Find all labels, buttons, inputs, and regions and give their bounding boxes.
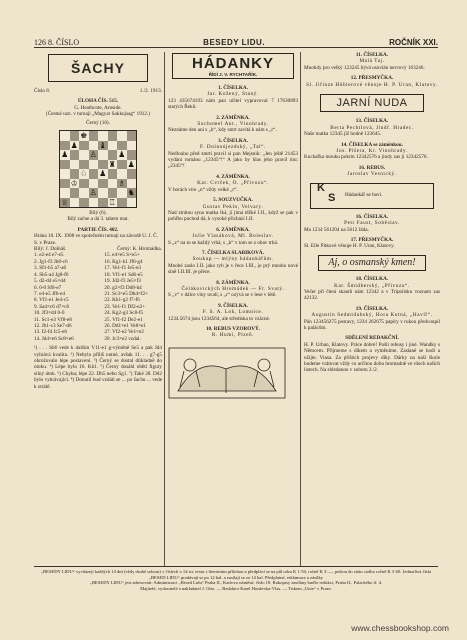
game-move: 1. e2-e4 e7-e5 bbox=[34, 252, 64, 259]
game-move: 23. Ve1-f1 Df2-e2+ bbox=[104, 303, 146, 310]
chess-title: ŠACHY bbox=[48, 54, 148, 82]
board-square: ♟ bbox=[61, 150, 69, 160]
game-move: 15. e4×e5 S×e5+ bbox=[104, 252, 140, 259]
riddles-header bbox=[172, 53, 294, 79]
board-square: ♙ bbox=[89, 150, 97, 160]
riddle-item bbox=[304, 118, 440, 137]
riddle-author: R. Humi, Plzeň. bbox=[211, 332, 255, 339]
game-move: 24. Kg2-g3 Sc8-f5 bbox=[104, 310, 144, 317]
rebus-illustration bbox=[168, 347, 286, 399]
game-move: 5. d2-d4 e5×d4 bbox=[34, 278, 66, 285]
game-move: 26. Dd1×e1 Ve8×e1 bbox=[104, 322, 147, 329]
riddle-text: 123 435674193 nám pan učitel vypravoval 7 17630893 starých Řeků. bbox=[168, 97, 298, 111]
riddle-author: Soukup — mlýny hádankářům. bbox=[192, 256, 274, 263]
footer-line-2: „BESEDY LIDU“ jest adresovati: Administraci „Besed Lidu“ Praha II., Karlovo náměstí, číslo 18. Rukopisy zasílány buďte redakci, Praha II., Palackého tř. 4. bbox=[89, 580, 383, 586]
running-header bbox=[34, 33, 438, 48]
riddle-number: 1. ČÍSELKA. bbox=[218, 85, 248, 91]
board-square bbox=[60, 188, 70, 198]
board-square: ♟ bbox=[70, 140, 78, 150]
board-square: ♜ bbox=[108, 159, 116, 169]
riddle-author: Augustin Sedmidubský, Hora Kutná, „Havíř“. bbox=[311, 312, 433, 319]
riddle-number: 16. REBUS. bbox=[358, 164, 386, 171]
board-square bbox=[98, 179, 108, 189]
game-move: 13. f2-f4 Jc5-e6 bbox=[34, 329, 67, 336]
riddle-number: 3. ČÍSELKA. bbox=[218, 137, 248, 144]
riddle-text: S „v“ v dálce vlny uvalí, s „r“ ozývá se v lese v létě. bbox=[168, 292, 277, 299]
board-square bbox=[108, 131, 118, 141]
riddle-item bbox=[304, 276, 440, 302]
game-intro: Hrána 10. IX. 1908 ve společném turnaji na závodě U. J. Č. S. v Praze. bbox=[34, 233, 158, 246]
riddle-text: Neznáme den ani s „h“, kdy smrt zavítá k nám s „r“. bbox=[168, 127, 277, 134]
board-square bbox=[108, 169, 118, 179]
game-move: 6. 0-0 Sf8-e7 bbox=[34, 284, 62, 291]
game-move: 11. Sc1-e3 Vf8-e8 bbox=[34, 316, 72, 323]
game-move: 10. Jf3×d4 0-0 bbox=[34, 310, 65, 317]
game-notes: ¹) . . . Sb6 vede k dalším V11-e1 g-výměně Se5 a pak Jd4 vyhrává kvalitu. ²) Nebylo příliš nutné, avšak 11. . . g7-g5 ohrožovalo lépe postavení. ³) Černý se dostal důkladně do útoku. ⁴) Lépe bylo 16. Kh1. ⁵) Černý dosáhl obětí figury silný útok. ⁶) Chyba; lépe 22. Dh5 nebo Sg1. ⁷) Také 28. Dd2 bylo vyhrávající. ⁸) Donutil bud vzdáti se ... po šachu ... vede k ztrátě. bbox=[34, 345, 162, 390]
board-square: ♘ bbox=[80, 169, 88, 179]
riddle-author: Jaroslav Vesnický. bbox=[347, 171, 397, 178]
riddle-author: Čelákovických Hromádek — Fr. Svatý. bbox=[181, 285, 285, 292]
board-square bbox=[89, 160, 99, 170]
board-square bbox=[98, 160, 108, 170]
board-square bbox=[70, 160, 80, 170]
riddle-text: Nedlouho před smrtí pravil si pan Mejsnik: „Jen ještě 21453 vydání románu „12345“!“ A jako by hlas jeho pravil mu: „2345“! bbox=[168, 150, 298, 170]
riddle-text: S „z“ na to se každý vrhá, s „h“ v tom se z obav trhá. bbox=[168, 239, 279, 246]
board-square bbox=[89, 198, 99, 208]
riddle-item bbox=[304, 306, 440, 332]
board-square bbox=[117, 188, 127, 198]
board-square bbox=[89, 179, 99, 189]
riddles-editor: ŘÍDÍ J. V. RYCHTAŘÍK. bbox=[208, 72, 258, 77]
game-move: 7. e4-e5 Jf6-e4 bbox=[34, 290, 65, 297]
white-label: Bílý (6). bbox=[89, 210, 107, 217]
riddle-text: Pán 123456275 postavy, 1234 262675 papíry v rukou předcoupil k palácům. bbox=[304, 318, 440, 331]
black-player: Černý: K. Hromádka. bbox=[117, 246, 162, 253]
column-rule bbox=[300, 52, 301, 566]
riddle-number: 12. PŘESMYČKA. bbox=[350, 75, 394, 82]
riddle-number: 11. ČÍSELKA. bbox=[355, 52, 389, 58]
riddle-number: 17. PŘESMYČKA. bbox=[350, 236, 394, 243]
game-move: 22. Kh1-g2 f7-f6 bbox=[104, 297, 140, 304]
riddle-item bbox=[168, 115, 298, 134]
board-square: ♔ bbox=[70, 178, 78, 188]
game-move: 18. Vf1-e1 Sd6-e5 bbox=[104, 271, 143, 278]
game-move: 12. Jb1-c3 Se7-d6 bbox=[34, 322, 72, 329]
game-move: 8. Vf1-e1 Je4-c5 bbox=[34, 297, 69, 304]
riddle-item bbox=[168, 303, 298, 322]
riddle-text: Mnohé zaslo I.II. jako ryb je v řece I.III., je prý mnoho nové síně I.II.III. je přece. bbox=[168, 262, 298, 276]
riddle-text: Nad ztrátou syna matka lká, ji jimá těžké I.II., když se pak v pohřbu pochod dá, k vysoké přichází I.II. bbox=[168, 209, 298, 223]
game-moves bbox=[34, 252, 162, 342]
riddle-number: 4. ZÁMĚNKA. bbox=[216, 173, 250, 180]
riddle-text: Naše matka 12345 již hodně 123645. bbox=[304, 131, 382, 138]
riddle-item bbox=[304, 237, 440, 250]
game-move: 27. Vf2-e2 Ve1×e2 bbox=[104, 329, 144, 336]
riddle-text: 1234.5674 jsou 1234564, ale střediska to vzácné. bbox=[168, 315, 271, 322]
game-move: 25. Vf1-f2 De2-e1 bbox=[104, 316, 143, 323]
riddle-item bbox=[168, 280, 298, 299]
game-move: 20. g2×f3 Dd8-h4 bbox=[104, 284, 142, 291]
board-square: ♕ bbox=[61, 197, 69, 207]
riddle-list-continued bbox=[304, 52, 440, 331]
board-square bbox=[108, 141, 118, 151]
riddle-item bbox=[304, 52, 440, 71]
riddle-list bbox=[168, 85, 298, 339]
board-square bbox=[70, 198, 80, 208]
game-title: PARTIE ČÍS. 402. bbox=[77, 226, 119, 233]
riddle-number: 14. ČÍSELKA se záměnkou. bbox=[341, 141, 403, 148]
riddle-number: 7. ČÍSELKA SLABIKOVÁ. bbox=[202, 249, 264, 256]
board-square: ♟ bbox=[127, 159, 135, 169]
board-square bbox=[60, 141, 70, 151]
riddle-item bbox=[168, 138, 298, 170]
game-move: 28. Jc3×e2 vzdal. bbox=[104, 335, 141, 342]
riddle-number: 6. ZÁMĚNKA. bbox=[216, 226, 250, 233]
riddle-number: 18. ČÍSELKA. bbox=[355, 276, 389, 283]
riddle-author: F. S. A. Lok, Lomnice. bbox=[202, 309, 264, 316]
task-caption: Bílý začne a dá 3. tahem mat. bbox=[67, 216, 129, 223]
volume-label: ROČNÍK XXI. bbox=[389, 38, 438, 47]
board-square bbox=[108, 188, 118, 198]
rebus-box-text: Hádankář se baví. bbox=[345, 191, 383, 198]
ottoman-riddle-box: Aj, o osmanský kmen! bbox=[318, 255, 426, 271]
rebus-letter-s: S bbox=[328, 191, 336, 204]
chess-column bbox=[34, 52, 162, 390]
board-square bbox=[108, 179, 118, 189]
board-square bbox=[79, 198, 89, 208]
magazine-title: BESEDY LIDU. bbox=[203, 38, 266, 47]
task-title: ÚLOHA ČÍS. 515. bbox=[77, 98, 119, 105]
game-move: 4. Sb5-a4 Jg8-f6 bbox=[34, 271, 69, 278]
riddle-number: 5. SOUZVUČKA. bbox=[213, 197, 253, 204]
riddle-item bbox=[304, 165, 440, 178]
board-square bbox=[117, 141, 127, 151]
riddle-number: 8. ZÁMĚNKA. bbox=[216, 279, 250, 286]
board-square bbox=[70, 169, 80, 179]
game-move: 16. Kg1-h1 Jf6-g4 bbox=[104, 258, 143, 265]
board-square bbox=[89, 131, 99, 141]
white-player: Bílý: J. Dobiáš. bbox=[34, 246, 67, 253]
board-square bbox=[98, 131, 108, 141]
game-move: 3. Sf1-b5 a7-a6 bbox=[34, 265, 67, 272]
riddle-author: Suchomel Ant., Vinohrady. bbox=[197, 121, 269, 128]
rebus-letter-k: K bbox=[317, 181, 325, 194]
black-label: Černý (10). bbox=[86, 119, 110, 126]
footer bbox=[34, 566, 438, 591]
board-square: ♚ bbox=[80, 131, 88, 141]
board-square: ♟ bbox=[99, 169, 107, 179]
board-square bbox=[70, 150, 80, 160]
board-square bbox=[117, 198, 127, 208]
board-square bbox=[70, 188, 80, 198]
chess-board bbox=[59, 130, 137, 208]
riddle-author: Gustav Peklo, Velvary. bbox=[202, 203, 264, 210]
board-square: ♟ bbox=[118, 150, 126, 160]
board-square: ♗ bbox=[118, 178, 126, 188]
board-square: ♞ bbox=[127, 188, 135, 198]
board-square: ♝ bbox=[99, 140, 107, 150]
riddles-title: HÁDANKY bbox=[192, 55, 274, 72]
riddle-item bbox=[304, 75, 440, 88]
riddles-column bbox=[168, 52, 298, 403]
game-move: 19. Jd2-f3 Je5×f3 bbox=[104, 278, 141, 285]
riddle-item bbox=[168, 250, 298, 276]
board-square bbox=[60, 131, 70, 141]
riddle-item bbox=[168, 85, 298, 111]
riddle-number: 9. ČÍSELKA. bbox=[218, 302, 248, 309]
board-square bbox=[89, 169, 99, 179]
issue-number: Číslo 8. bbox=[34, 88, 51, 94]
riddle-item bbox=[304, 142, 440, 161]
riddle-number: 13. ČÍSELKA. bbox=[355, 118, 389, 125]
board-square bbox=[108, 150, 118, 160]
board-square bbox=[127, 150, 137, 160]
game-move: 17. Ve1-f1 Je5-e3 bbox=[104, 265, 142, 272]
riddle-author: Jos. Plšera, Kr. Vinohrady. bbox=[336, 148, 408, 155]
riddle-number: 19. ČÍSELKA. bbox=[355, 305, 389, 312]
board-square bbox=[127, 141, 137, 151]
board-square bbox=[79, 160, 89, 170]
footer-line-1: „BESEDY LIDU“ vycházejí každých 14 dní (vždy druhé sobotu) v číslech o 14 str. textu s literárním přílohou a předplácí se na půl roku K 1·50, ročně K 3·—, poštou do státu cizího ročně K 3·60. Jednotlivá čísla „BESED LIDU“ prodávají se po 12 hal. a zasílají se za 14 hal. Předplatné, reklamace a zásilky bbox=[40, 569, 432, 580]
page-number: 126 8. ČÍSLO bbox=[34, 38, 80, 47]
board-square bbox=[117, 160, 127, 170]
board-square: ♙ bbox=[89, 188, 97, 198]
editorial-title: SDĚLENÍ REDAKČNÍ. bbox=[345, 335, 399, 342]
game-move: 14. Jd4×e6 Sc8×e6 bbox=[34, 335, 74, 342]
riddle-author: Malá Taj. bbox=[359, 58, 385, 65]
riddle-author: Berta Pechtlová, Jindř. Hradec. bbox=[330, 124, 414, 131]
riddle-item bbox=[168, 227, 298, 246]
board-square bbox=[98, 188, 108, 198]
board-square bbox=[127, 179, 137, 189]
spring-boredom-title: JARNÍ NUDA bbox=[320, 94, 424, 112]
board-square bbox=[127, 169, 137, 179]
board-square bbox=[117, 169, 127, 179]
riddle-number: 2. ZÁMĚNKA. bbox=[216, 114, 250, 121]
riddle-author: Petr Faust, Soběslav. bbox=[344, 220, 400, 227]
riddle-author: Julie Vlasáková, Ml. Boleslav. bbox=[192, 233, 274, 240]
riddle-text: Ma 1234 561204 na 5612 řáda. bbox=[304, 226, 369, 233]
task-author: G. Heathcote, Arnside. bbox=[74, 104, 122, 111]
riddle-author: Kar. Cvrček, O. „Přívozu“. bbox=[197, 180, 269, 187]
task-source: (Čestné uzn. v turnaji „Magyar Sakkujsag“ 1912.) bbox=[45, 111, 150, 118]
riddle-item bbox=[168, 197, 298, 223]
riddle-text: Večer při čtení skautů nám 12342 a v Tripolisku voznam zas 42132. bbox=[304, 288, 440, 302]
board-square bbox=[70, 131, 80, 141]
board-square bbox=[79, 188, 89, 198]
editorial-text: H. P. Urban, Klatovy. Práce dobré! Pošli rebusy i jiné. Wandky s Němcem. Přijmeme s díkem a vyměníme. Zaslané se hodí a užijte. Viasa. Za příštích projevy díky. Dárky na naší škole budeme vrátovat vždy co určitou dobu hromadně ve všech naších listech. Na shledanou v sobotu 2./2. bbox=[304, 341, 440, 374]
board-square bbox=[89, 141, 99, 151]
watermark-url: www.chessbookshop.com bbox=[351, 623, 449, 633]
riddle-item bbox=[168, 326, 298, 339]
riddle-text: V horách víre „n“ vždy velké „r“. bbox=[168, 186, 238, 193]
riddle-author: Jar. Kožený, Staný. bbox=[207, 91, 259, 98]
board-square bbox=[60, 169, 70, 179]
board-square bbox=[60, 160, 70, 170]
column-rule bbox=[164, 52, 165, 566]
game-move: 21. Sc3×e5 Dh4×f2+ bbox=[104, 290, 149, 297]
riddle-author: F. Dolnoújezdský, „Tal“. bbox=[200, 144, 266, 151]
game-move: 2. Jg1-f3 Jb8-c6 bbox=[34, 258, 68, 265]
rebus-box bbox=[310, 183, 434, 209]
riddle-author: Sl. Jiřinze Hüblerové věnuje H. P. Uran, Klatovy. bbox=[306, 81, 438, 88]
board-square bbox=[127, 198, 137, 208]
riddle-text: Kuchařka mouku pokrm 12342576 a jindy zas ji 12342576. bbox=[304, 154, 428, 161]
riddle-number: 10. REBUS VZOROVÝ. bbox=[205, 326, 261, 332]
board-square bbox=[79, 141, 89, 151]
footer-line-3: Majitelé, vydavatelé a nakladatel J. Otto. — Redaktor Karel Houževka-Vlas. — Tiskem „Unie“ v Praze. bbox=[140, 585, 332, 591]
riddle-item bbox=[304, 214, 440, 233]
riddle-text: Mnohdy pro velký 123245 bývá usuvlán nervový 163246. bbox=[304, 64, 425, 71]
board-square: ♖ bbox=[108, 197, 116, 207]
riddle-text: Sl. Elle Pitkové věnuje H. P. Uran, Klatovy. bbox=[304, 243, 395, 250]
board-square bbox=[127, 131, 137, 141]
board-square bbox=[117, 131, 127, 141]
riddle-item bbox=[168, 174, 298, 193]
riddles-continued-column bbox=[304, 52, 440, 374]
board-square bbox=[98, 198, 108, 208]
issue-date: 1./2. 1913. bbox=[139, 88, 162, 94]
board-square bbox=[79, 179, 89, 189]
board-square bbox=[98, 150, 108, 160]
riddle-author: Kar. Šmidberský, „Přívozu“. bbox=[334, 282, 410, 289]
board-square bbox=[79, 150, 89, 160]
riddle-number: 16. ČÍSELKA. bbox=[355, 213, 389, 220]
game-move: 9. Sa4×c6 d7×c6 bbox=[34, 303, 70, 310]
board-square bbox=[60, 179, 70, 189]
